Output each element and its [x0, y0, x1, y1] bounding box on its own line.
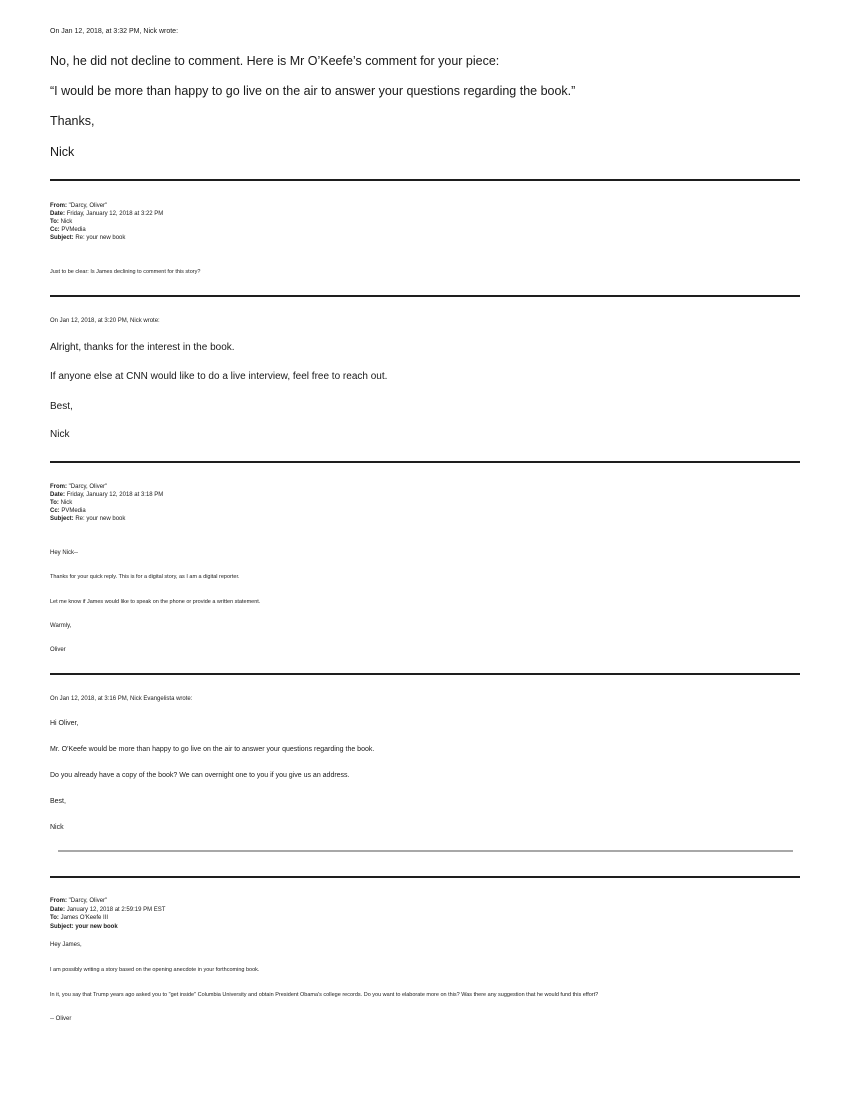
email-header: From: "Darcy, Oliver" Date: Friday, January 12, 2018 at 3:22 PM To: Nick Cc: PVMedia Subject: Re: your new book [50, 203, 164, 241]
message-signature: Nick [50, 429, 70, 440]
message-line: If anyone else at CNN would like to do a live interview, feel free to reach out. [50, 371, 388, 382]
divider [50, 461, 800, 463]
message-line: Thanks, [50, 114, 95, 128]
to-value: James O'Keefe III [60, 915, 109, 921]
subject-value: Re: your new book [75, 235, 126, 241]
divider [50, 673, 800, 675]
message-line: Thanks for your quick reply. This is for a digital story, as I am a digital reporter. [50, 574, 240, 580]
divider [50, 295, 800, 297]
message-line: Let me know if James would like to speak on the phone or provide a written statement. [50, 599, 261, 605]
to-value: Nick [60, 219, 73, 225]
message-line: Hey Nick-- [50, 550, 78, 556]
divider [50, 876, 800, 878]
date-value: January 12, 2018 at 2:59:19 PM EST [66, 906, 166, 913]
message-header: On Jan 12, 2018, at 3:16 PM, Nick Evangelista wrote: [50, 696, 193, 702]
date-value: Friday, January 12, 2018 at 3:22 PM [66, 211, 164, 217]
message-line: Best, [50, 798, 66, 805]
message-line: Warmly, [50, 623, 72, 629]
from-value: "Darcy, Oliver" [68, 898, 108, 904]
from-value: "Darcy, Oliver" [68, 484, 108, 490]
subject-value: your new book [75, 923, 118, 930]
message-signature: Nick [50, 145, 75, 159]
cc-value: PVMedia [61, 227, 86, 233]
date-value: Friday, January 12, 2018 at 3:18 PM [66, 492, 164, 498]
message-header: On Jan 12, 2018, at 3:20 PM, Nick wrote: [50, 318, 160, 324]
divider [50, 179, 800, 181]
cc-value: PVMedia [61, 508, 86, 514]
message-line: No, he did not decline to comment. Here is Mr O’Keefe’s comment for your piece: [50, 54, 500, 68]
message-line: Just to be clear: Is James declining to comment for this story? [50, 269, 201, 275]
message-line: Best, [50, 401, 73, 412]
message-line: Mr. O'Keefe would be more than happy to go live on the air to answer your questions regarding the book. [50, 746, 375, 753]
message-line: In it, you say that Trump years ago asked you to "get inside" Columbia University and obtain President Obama's college records. Do you want to elaborate more on this? Was there any suggestion that he would fund this effort? [50, 992, 599, 998]
message-line: Hey James, [50, 942, 82, 948]
divider [58, 850, 793, 852]
message-signature: Oliver [50, 647, 66, 653]
message-line: Do you already have a copy of the book? We can overnight one to you if you give us an address. [50, 772, 350, 779]
quoted-comment: “I would be more than happy to go live on the air to answer your questions regarding the book.” [50, 84, 576, 98]
subject-value: Re: your new book [75, 516, 126, 522]
message-line: Hi Oliver, [50, 720, 79, 727]
message-signature: Nick [50, 824, 64, 831]
to-value: Nick [60, 500, 73, 506]
email-header: From: "Darcy, Oliver" Date: Friday, January 12, 2018 at 3:18 PM To: Nick Cc: PVMedia Subject: Re: your new book [50, 484, 164, 522]
email-header: From: "Darcy, Oliver" Date: January 12, 2018 at 2:59:19 PM EST To: James O'Keefe III Subject: your new book [50, 898, 166, 930]
message-signature: -- Oliver [50, 1016, 72, 1022]
from-value: "Darcy, Oliver" [68, 203, 108, 209]
message-header: On Jan 12, 2018, at 3:32 PM, Nick wrote: [50, 28, 179, 35]
message-line: I am possibly writing a story based on the opening anecdote in your forthcoming book. [50, 967, 260, 973]
message-line: Alright, thanks for the interest in the book. [50, 342, 235, 353]
